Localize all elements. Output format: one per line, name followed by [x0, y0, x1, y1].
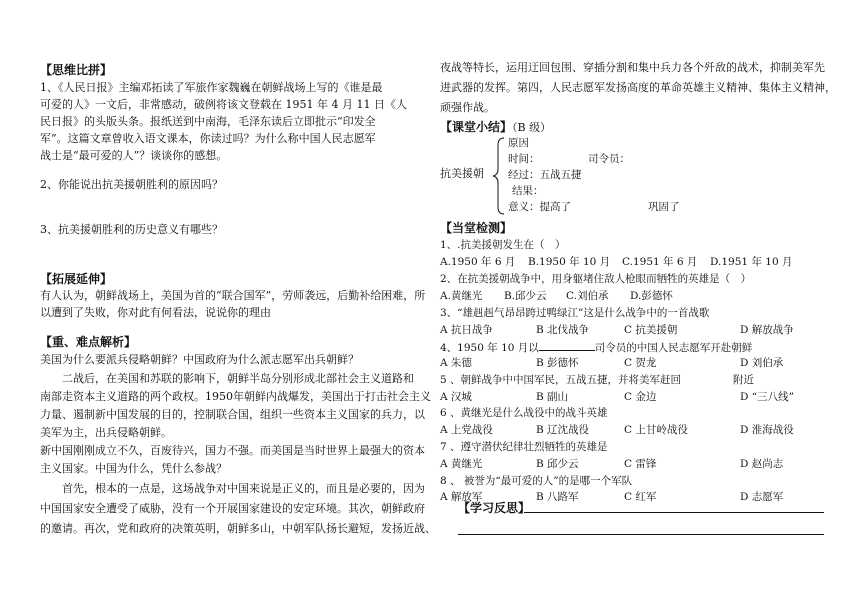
thinking-q1-line-4: 军”。这篇文章曾收入语文课本，你读过吗？为什么称中国人民志愿军 — [40, 132, 376, 145]
analysis-p1-line-1: 二战后，在美国和苏联的影响下，朝鲜半岛分别形成北部社会主义道路和 — [40, 372, 414, 385]
summary-consolidated: 巩固了 — [648, 201, 680, 213]
test-q4-stem-after: 司令员的中国人民志愿军开赴朝鲜 — [594, 342, 753, 354]
test-q3-option-d: D 解放战争 — [740, 324, 794, 336]
thinking-q1-line-5: 战士是“最可爱的人”？谈谈你的感想。 — [40, 149, 228, 162]
test-heading: 【当堂检测】 — [440, 221, 513, 235]
summary-brace-icon — [492, 137, 506, 215]
test-q5-stem-before: 5 、朝鲜战争中中国军民，五战五捷，并将美军赶回 — [440, 374, 682, 386]
test-q6-option-b: B 辽沈战役 — [536, 424, 590, 436]
test-q3-option-a: A 抗日战争 — [440, 324, 493, 336]
summary-heading-text: 【课堂小结】 — [440, 120, 513, 134]
test-q3-stem: 3、“雄赳赳气昂昂跨过鸭绿江”这是什么战争中的一首战歌 — [440, 307, 710, 319]
test-q4-option-c: C 贺龙 — [624, 357, 657, 369]
test-q1-options — [440, 255, 832, 270]
test-q6-options — [440, 423, 832, 438]
summary-time: 时间： — [508, 153, 540, 165]
analysis-p1-line-2: 南部走资本主义道路的两个政权。1950年朝鲜内战爆发，美国出于打击社会主义 — [40, 390, 431, 403]
test-q2-option-b: B.邱少云 — [504, 290, 547, 302]
thinking-q1-line-2: 可爱的人》一文后，非常感动，破例将该文登载在 1951 年 4 月 11 日《人 — [40, 98, 407, 111]
test-q7-option-c: C 雷锋 — [624, 458, 657, 470]
test-q1-stem: 1、.抗美援朝发生在（ ） — [440, 239, 566, 251]
test-q5-option-a: A 汉城 — [440, 391, 472, 403]
thinking-q1-line-1: 1、《人民日报》主编邓拓读了军旅作家魏巍在朝鲜战场上写的《谁是最 — [40, 81, 383, 94]
test-q2-stem: 2、在抗美援朝战争中，用身躯堵住敌人枪眼而牺牲的英雄是（ ） — [440, 273, 752, 285]
reflection-line-2[interactable] — [458, 534, 824, 535]
test-q7-option-b: B 邱少云 — [536, 458, 579, 470]
test-q1-option-b: B.1950 年 10 月 — [528, 256, 611, 268]
test-q6-option-a: A 上党战役 — [440, 424, 493, 436]
summary-level: （B 级） — [512, 121, 552, 134]
test-q8-option-c: C 红军 — [624, 491, 657, 503]
test-q8-option-d: D 志愿军 — [740, 491, 784, 503]
test-q5-options — [440, 390, 832, 405]
thinking-heading: 【思维比拼】 — [40, 63, 113, 77]
summary-topic: 抗美援朝 — [440, 167, 484, 180]
analysis-p1-line-3: 力量、遏制新中国发展的目的，控制联合国，组织一些资本主义国家的兵力，以 — [40, 408, 425, 421]
test-q3-option-c: C 抗美援朝 — [624, 324, 678, 336]
test-q7-options — [440, 457, 832, 472]
analysis-question: 美国为什么要派兵侵略朝鲜？中国政府为什么派志愿军出兵朝鲜？ — [40, 353, 359, 366]
analysis-p3-line-2: 中国国家安全遭受了威胁，没有一个开展国家建设的安定环境。其次，朝鲜政府 — [40, 502, 425, 515]
cont-line-2: 进武器的发挥。第四，人民志愿军发扬高度的革命英雄主义精神、集体主义精神， — [440, 81, 836, 94]
test-q8-option-b: B 八路军 — [536, 491, 579, 503]
test-q2-option-c: C.刘伯承 — [566, 290, 609, 302]
analysis-p3-line-3: 的邀请。再次，党和政府的决策英明，朝鲜多山，中朝军队扬长避短，发扬近战、 — [40, 522, 436, 535]
cont-line-1: 夜战等特长，运用迂回包围、穿插分割和集中兵力各个歼敌的战术，抑制美军先 — [440, 61, 825, 74]
test-q5-option-c: C 金边 — [624, 391, 657, 403]
test-q4-option-a: A 朱德 — [440, 357, 472, 369]
summary-commander: 司令员： — [588, 153, 630, 165]
test-q3-options — [440, 323, 832, 338]
reflection-heading: 【学习反思】 — [458, 501, 531, 515]
summary-process: 经过：五战五捷 — [508, 169, 582, 181]
test-q2-option-a: A.黄继光 — [440, 290, 483, 302]
summary-result: 结果： — [512, 185, 544, 197]
reflection-line-1[interactable] — [524, 512, 824, 513]
thinking-q1-line-3: 民日报》的头版头条。报纸送到中南海，毛泽东读后立即批示“印发全 — [40, 115, 376, 128]
summary-cause: 原因 — [508, 137, 529, 149]
test-q7-stem: 7 、遵守潜伏纪律壮烈牺牲的英雄是 — [440, 441, 608, 453]
cont-line-3: 顽强作战。 — [440, 101, 495, 114]
test-q4-options — [440, 356, 832, 371]
test-q4-answer-blank[interactable] — [539, 339, 595, 351]
test-q4-stem-before: 4、1950 年 10 月以 — [440, 342, 539, 354]
extension-line-1: 有人认为，朝鲜战场上，美国为首的“联合国军”，劳师袭远，后勤补给困难，所 — [40, 289, 426, 302]
test-q4-option-b: B 彭德怀 — [536, 357, 579, 369]
test-q5-option-b: B 副山 — [536, 391, 569, 403]
test-q6-option-d: D 淮海战役 — [740, 424, 794, 436]
test-q4-stem — [440, 339, 752, 356]
analysis-p3-line-1: 首先，根本的一点是，这场战争对中国来说是正义的，而且是必要的，因为 — [40, 482, 425, 495]
analysis-p1-line-4: 美军为主，出兵侵略朝鲜。 — [40, 426, 172, 439]
test-q5-option-d: D “三八线” — [740, 391, 794, 403]
analysis-heading: 【重、难点解析】 — [40, 335, 137, 349]
extension-line-2: 以遭到了失败，你对此有何看法，说说你的理由 — [40, 306, 271, 319]
test-q1-option-d: D.1951 年 10 月 — [710, 256, 793, 268]
test-q6-stem: 6 、黄继光是什么战役中的战斗英雄 — [440, 407, 608, 419]
test-q5-stem — [440, 373, 754, 388]
test-q4-option-d: D 刘伯承 — [740, 357, 784, 369]
thinking-q3: 3、抗美援朝胜利的历史意义有哪些？ — [40, 223, 223, 236]
analysis-p2-line-2: 主义国家。中国为什么，凭什么参战？ — [40, 462, 227, 475]
test-q7-option-d: D 赵尚志 — [740, 458, 784, 470]
test-q8-option-a: A 解放军 — [440, 491, 483, 503]
extension-heading: 【拓展延伸】 — [40, 272, 113, 286]
test-q1-option-c: C.1951 年 6 月 — [622, 256, 698, 268]
test-q2-option-d: D.彭德怀 — [630, 290, 673, 302]
summary-meaning: 意义：提高了 — [508, 201, 571, 213]
summary-heading — [440, 119, 551, 136]
analysis-p2-line-1: 新中国刚刚成立不久，百废待兴，国力不强。而美国是当时世界上最强大的资本 — [40, 444, 425, 457]
test-q1-option-a: A.1950 年 6 月 — [440, 256, 516, 268]
test-q5-stem-after: 附近 — [733, 374, 755, 386]
test-q2-options — [440, 289, 832, 304]
thinking-q2: 2、你能说出抗美援朝胜利的原因吗？ — [40, 178, 223, 191]
test-q6-option-c: C 上甘岭战役 — [624, 424, 688, 436]
test-q3-option-b: B 北伐战争 — [536, 324, 590, 336]
test-q8-stem: 8 、 被誉为“最可爱的人”的是哪一个军队 — [440, 475, 633, 487]
test-q7-option-a: A 黄继光 — [440, 458, 483, 470]
